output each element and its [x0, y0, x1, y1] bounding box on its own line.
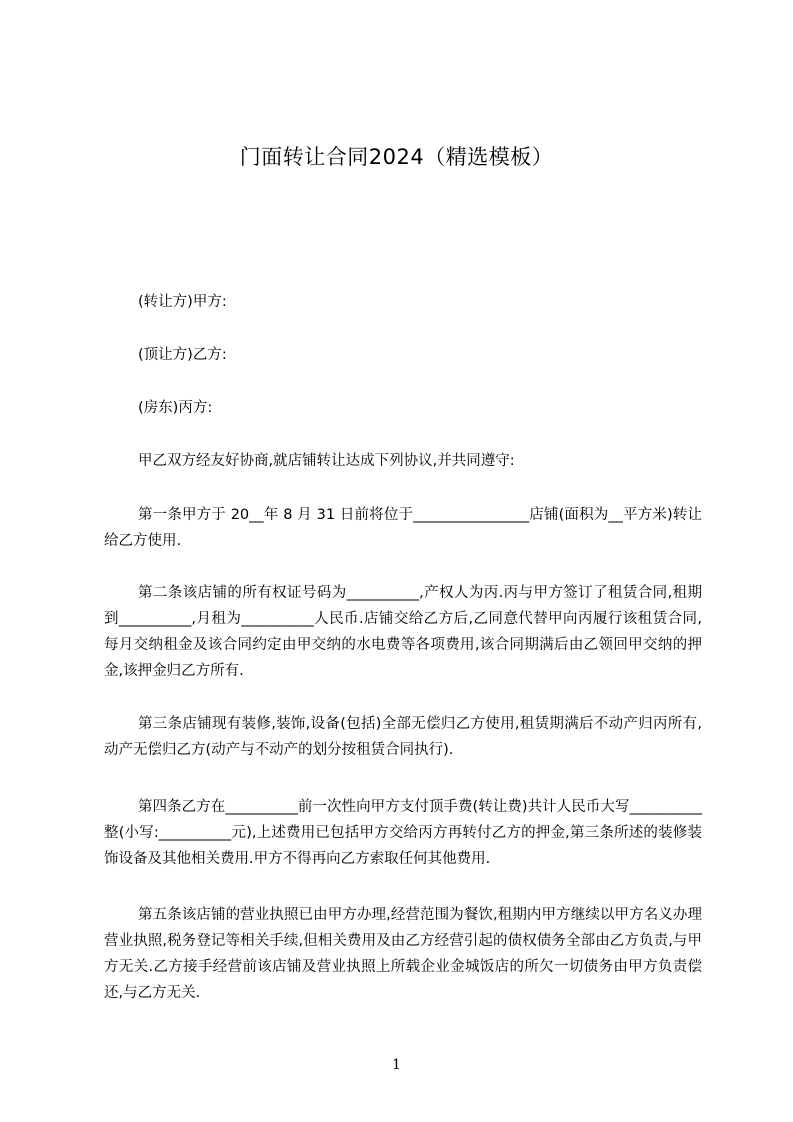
page-number: 1 [392, 1057, 401, 1073]
party-landlord: (房东)丙方: [138, 400, 213, 416]
article-4: 第四条乙方在__________前一次性向甲方支付顶手费(转让费)共计人民币大写__________整(小写:__________元),上述费用已包括甲方交给丙方再转付乙方的押金,第三条所述的装修装饰设备及其他相关费用.甲方不得再向乙方索取任何其他费用. [104, 799, 702, 867]
intro-text: 甲乙双方经友好协商,就店铺转让达成下列协议,并共同遵守: [138, 453, 515, 469]
article-3: 第三条店铺现有装修,装饰,设备(包括)全部无偿归乙方使用,租赁期满后不动产归丙所有,动产无偿归乙方(动产与不动产的划分按租赁合同执行). [104, 716, 702, 758]
article-5: 第五条该店铺的营业执照已由甲方办理,经营范围为餐饮,租期内甲方继续以甲方名义办理营业执照,税务登记等相关手续,但相关费用及由乙方经营引起的债权债务全部由乙方负责,与甲方无关.乙方接手经营前该店铺及营业执照上所载企业金城饭店的所欠一切债务由甲方负责偿还,与乙方无关. [104, 907, 702, 1001]
article-2: 第二条该店铺的所有权证号码为__________,产权人为丙.丙与甲方签订了租赁合同,租期到__________,月租为__________人民币.店铺交给乙方后,乙同意代替甲向丙履行该租赁合同,每月交纳租金及该合同约定由甲交纳的水电费等各项费用,该合同期满后由乙领回甲交纳的押金,该押金归乙方所有. [104, 585, 702, 679]
document-title: 门面转让合同2024（精选模板） [239, 145, 554, 169]
article-1: 第一条甲方于 20__年 8 月 31 日前将位于________________店铺(面积为__平方米)转让给乙方使用. [104, 507, 702, 549]
party-transferee: (顶让方)乙方: [138, 347, 227, 363]
party-transferor: (转让方)甲方: [138, 294, 227, 310]
